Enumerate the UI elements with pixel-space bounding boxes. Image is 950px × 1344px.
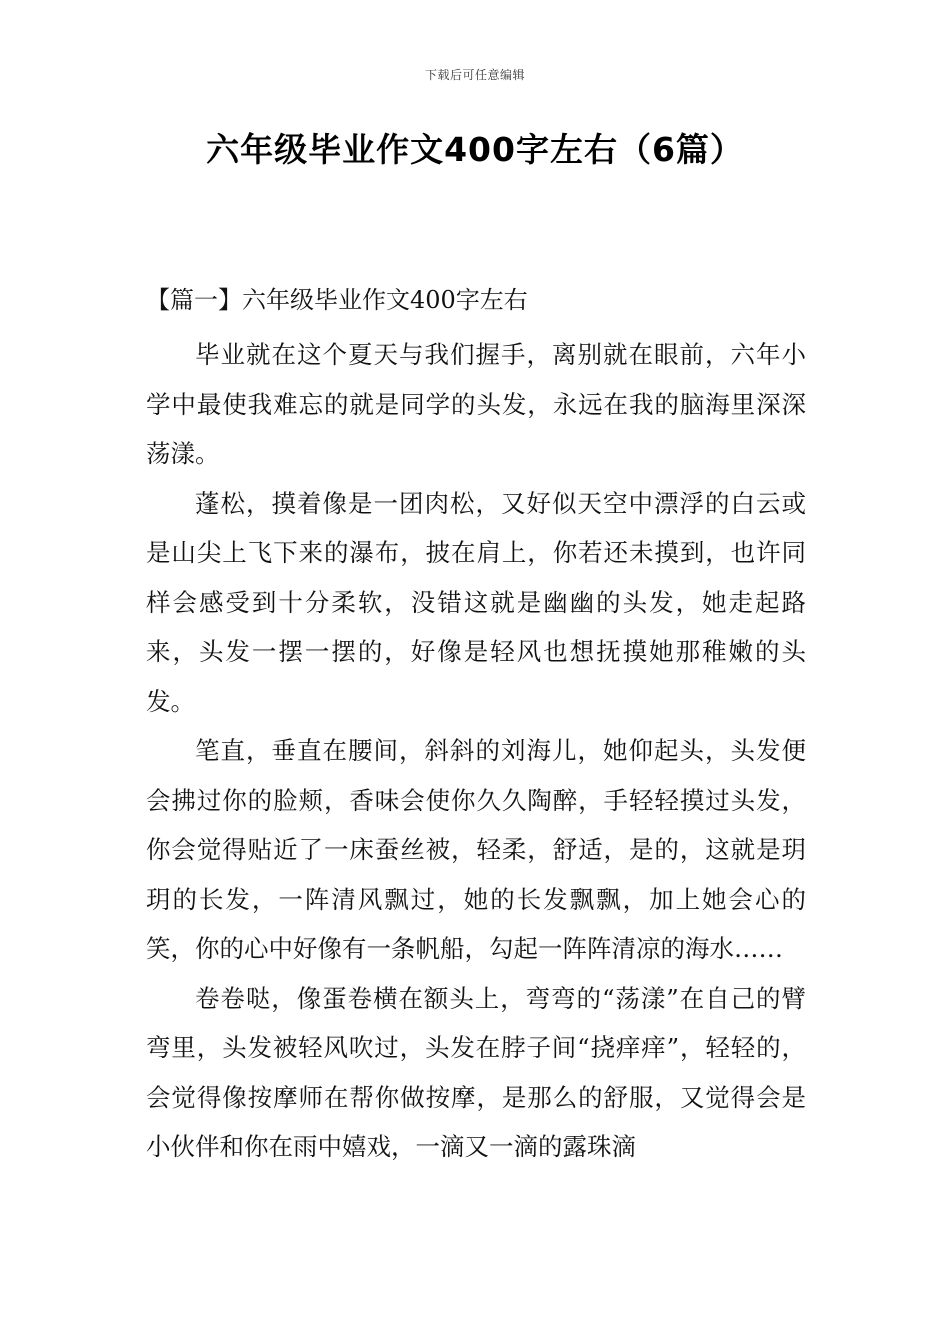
paragraph-3: 笔直，垂直在腰间，斜斜的刘海儿，她仰起头，头发便会拂过你的脸颊，香味会使你久久陶醉，手轻轻摸过头发，你会觉得贴近了一床蚕丝被，轻柔，舒适，是的，这就是玥玥的长发，一阵清风飘过，她的长发飘飘，加上她会心的笑，你的心中好像有一条帆船，勾起一阵阵清凉的海水…… bbox=[146, 736, 806, 963]
paragraph-2: 蓬松，摸着像是一团肉松，又好似天空中漂浮的白云或是山尖上飞下来的瀑布，披在肩上，你若还未摸到，也许同样会感受到十分柔软，没错这就是幽幽的头发，她走起路来，头发一摆一摆的，好像是轻风也想抚摸她那稚嫩的头发。 bbox=[146, 488, 806, 716]
header-note: 下载后可任意编辑 bbox=[424, 68, 525, 82]
paragraph-4: 卷卷哒，像蛋卷横在额头上，弯弯的“荡漾”在自己的臂弯里，头发被轻风吹过，头发在脖子间“挠痒痒”，轻轻的，会觉得像按摩师在帮你做按摩，是那么的舒服，又觉得会是小伙伴和你在雨中嬉戏，一滴又一滴的露珠滴 bbox=[146, 983, 806, 1161]
paragraph-1: 毕业就在这个夏天与我们握手，离别就在眼前，六年小学中最使我难忘的就是同学的头发，永远在我的脑海里深深荡漾。 bbox=[146, 340, 806, 468]
section-title: 【篇一】六年级毕业作文400字左右 bbox=[146, 286, 528, 314]
document-body bbox=[146, 282, 806, 1172]
document-title: 六年级毕业作文400字左右（6篇） bbox=[206, 130, 744, 169]
